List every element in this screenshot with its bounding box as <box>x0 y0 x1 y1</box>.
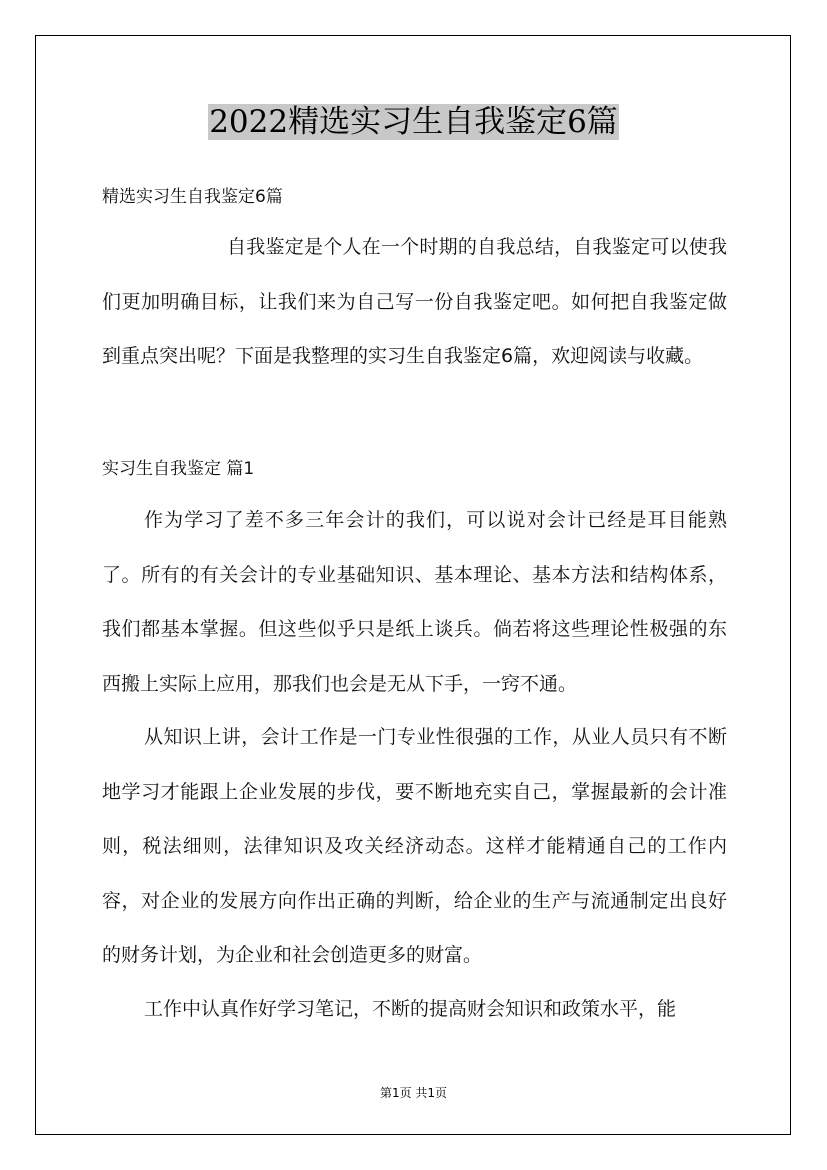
document-title: 2022精选实习生自我鉴定6篇 <box>209 104 618 140</box>
page-footer: 第1页 共1页 <box>379 1086 448 1100</box>
document-subtitle: 精选实习生自我鉴定6篇 <box>102 187 283 207</box>
intro-paragraph: 自我鉴定是个人在一个时期的自我总结，自我鉴定可以使我们更加明确目标，让我们来为自己写一份自我鉴定吧。如何把自我鉴定做到重点突出呢？下面是我整理的实习生自我鉴定6篇，欢迎阅读与收藏。 <box>102 236 727 367</box>
body-paragraph: 工作中认真作好学习笔记，不断的提高财会知识和政策水平，能 <box>144 998 677 1020</box>
section-heading: 实习生自我鉴定 篇1 <box>102 459 255 479</box>
body-paragraph: 作为学习了差不多三年会计的我们，可以说对会计已经是耳目能熟了。所有的有关会计的专业基础知识、基本理论、基本方法和结构体系，我们都基本掌握。但这些似乎只是纸上谈兵。倘若将这些理论性极强的东西搬上实际上应用，那我们也会是无从下手，一窍不通。 <box>102 509 727 695</box>
body-paragraph: 从知识上讲，会计工作是一门专业性很强的工作，从业人员只有不断地学习才能跟上企业发展的步伐，要不断地充实自己，掌握最新的会计准则，税法细则，法律知识及攻关经济动态。这样才能精通自己的工作内容，对企业的发展方向作出正确的判断，给企业的生产与流通制定出良好的财务计划，为企业和社会创造更多的财富。 <box>102 726 727 966</box>
